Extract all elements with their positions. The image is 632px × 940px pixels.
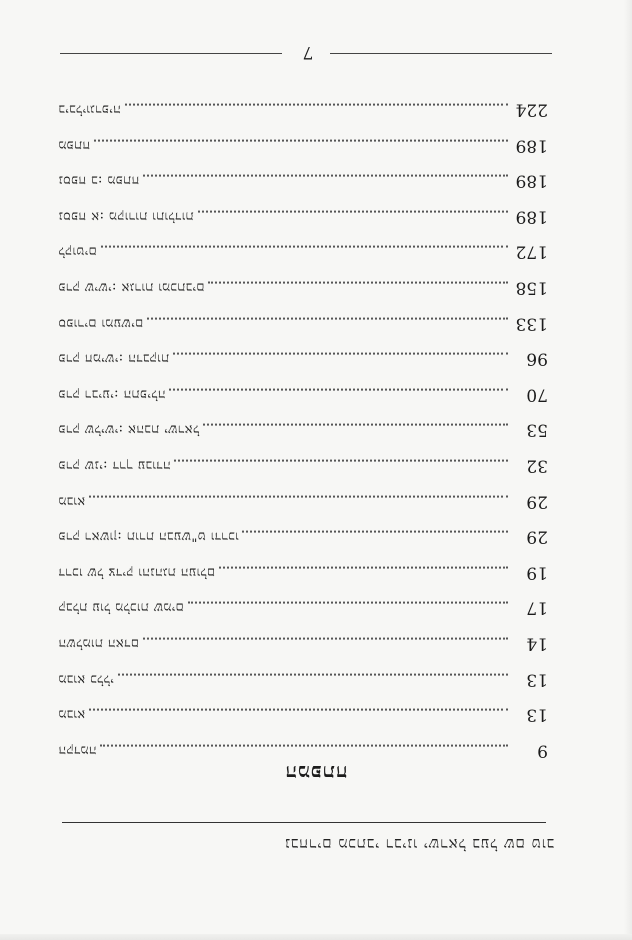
toc-entry-page: 224: [515, 99, 548, 120]
toc-entry: [58, 484, 548, 520]
dot-leader: [219, 567, 508, 579]
toc-entry-title: ביבליוגרפיה: [58, 101, 121, 117]
toc-entry-page: 189: [515, 206, 548, 227]
toc-heading: המפתח: [284, 761, 348, 785]
toc-entry-page: 189: [515, 170, 548, 191]
toc-entry: [58, 306, 548, 342]
dot-leader: [94, 139, 508, 151]
toc-entry-page: 29: [526, 491, 548, 512]
toc-entry: [58, 448, 548, 484]
dot-leader: [100, 744, 508, 756]
toc-entry-title: מבוא: [58, 493, 86, 509]
toc-entry-page: 158: [515, 277, 548, 298]
toc-entry-title: לקוטים: [58, 244, 97, 260]
toc-entry-title: פרק שלישי: אהבת ישראל: [58, 422, 200, 438]
folio-rule-left: [60, 53, 282, 54]
dot-leader: [198, 211, 508, 223]
page-number: 7: [302, 42, 314, 62]
toc-entry: [58, 341, 548, 377]
toc-entry-title: דרכו של צדיק והנהגת העולם: [58, 564, 216, 580]
toc-entry: [58, 163, 548, 199]
dot-leader: [203, 424, 508, 436]
toc-entry: [58, 626, 548, 662]
toc-entry-title: מפתח: [58, 137, 91, 153]
toc-entry: [58, 92, 548, 128]
toc-entry-page: 172: [515, 242, 548, 263]
dot-leader: [143, 175, 508, 187]
dot-leader: [143, 638, 508, 650]
dot-leader: [125, 104, 508, 116]
toc-entry: [58, 128, 548, 164]
toc-entry: [58, 662, 548, 698]
toc-entry: [58, 590, 548, 626]
page-bottom-edge: [0, 934, 632, 940]
toc-entry: [58, 412, 548, 448]
toc-entry-title: נספח ב: מפתח: [58, 172, 140, 188]
toc-entry: [58, 199, 548, 235]
toc-entry-title: מבוא: [58, 706, 86, 722]
dot-leader: [89, 709, 508, 721]
running-head: [0, 812, 632, 872]
toc-entry: [58, 555, 548, 591]
running-head-rule: [62, 822, 546, 823]
toc-entry-page: 17: [526, 598, 548, 619]
toc-entry-page: 96: [526, 348, 548, 369]
toc-entry-title: מבוא כללי: [58, 671, 114, 687]
toc-entry-page: 13: [526, 669, 548, 690]
dot-leader: [242, 531, 508, 543]
folio-rule-right: [330, 53, 552, 54]
toc-entry-title: השלמות האדם: [58, 635, 139, 651]
dot-leader: [209, 282, 509, 294]
dot-leader: [118, 673, 508, 685]
running-head-text: נבחרים מכתבי רבינו ישראל בעל שם טוב: [284, 835, 554, 853]
folio-line: [0, 42, 632, 72]
toc-entry: [58, 697, 548, 733]
toc-entry-title: קבלת עול מלכות שמים: [58, 600, 184, 616]
toc-entry-page: 14: [526, 633, 548, 654]
dot-leader: [101, 246, 508, 258]
toc-entry-title: פרק רביעי: התפילה: [58, 386, 166, 402]
dot-leader: [174, 460, 508, 472]
toc-entry: [58, 234, 548, 270]
page-edge: [624, 0, 632, 940]
dot-leader: [169, 389, 508, 401]
toc-entry-title: הקדמה: [58, 742, 97, 758]
dot-leader: [173, 353, 508, 365]
toc-entry: [58, 377, 548, 413]
toc-entry-page: 133: [515, 313, 548, 334]
toc-entry-title: ספורים ומעשים: [58, 315, 144, 331]
toc-entry-title: נספח א: מקורות ותולדות: [58, 208, 194, 224]
toc-entry-title: פרק שני: דרך עבודה: [58, 457, 171, 473]
dot-leader: [147, 317, 508, 329]
table-of-contents: [58, 92, 548, 768]
toc-entry-page: 29: [526, 526, 548, 547]
dot-leader: [89, 495, 508, 507]
toc-entry-page: 53: [526, 420, 548, 441]
toc-entry-page: 9: [537, 740, 548, 761]
toc-entry-page: 32: [526, 455, 548, 476]
toc-entry-page: 70: [526, 384, 548, 405]
toc-entry-title: פרק ראשון: תורת הבעש"ט ודרכו: [58, 528, 239, 544]
toc-entry: [58, 519, 548, 555]
toc-entry-title: פרק חמישי: הדבקות: [58, 350, 169, 366]
dot-leader: [188, 602, 508, 614]
toc-entry: [58, 270, 548, 306]
toc-entry-title: פרק שישי: אגרות ומכתבים: [58, 279, 205, 295]
toc-entry-page: 19: [526, 562, 548, 583]
toc-entry-page: 13: [526, 704, 548, 725]
toc-entry-page: 189: [515, 135, 548, 156]
